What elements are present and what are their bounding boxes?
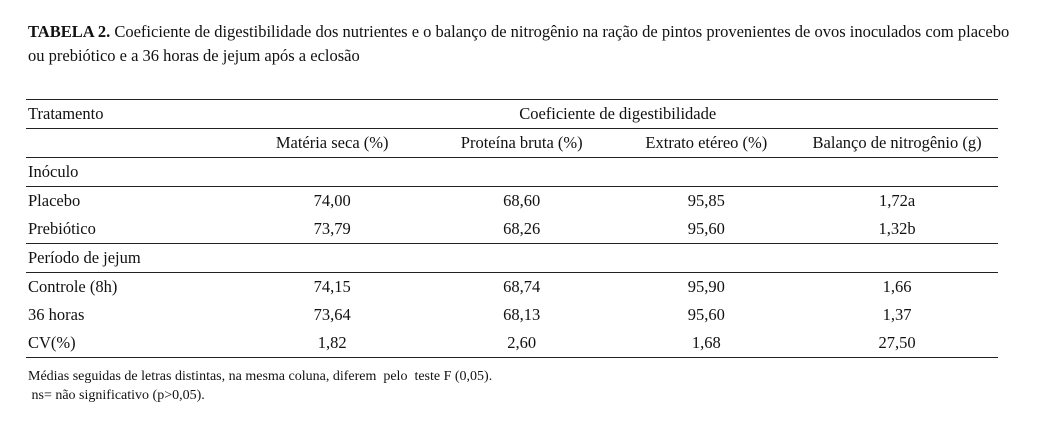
cell-value: 1,66 — [882, 277, 912, 296]
cell-value: 95,90 — [687, 277, 725, 296]
table-caption — [28, 20, 1013, 68]
header-tratamento: Tratamento — [26, 100, 237, 129]
header-extrato-etereo: Extrato etéreo (%) — [617, 129, 797, 158]
digestibility-table — [26, 99, 998, 358]
row-label: CV(%) — [26, 329, 237, 358]
cell-value: 73,64 — [313, 305, 351, 324]
cell-value: 68,74 — [503, 277, 541, 296]
cell-value: 1,72a — [878, 191, 916, 210]
cell-value: 1,68 — [617, 329, 797, 358]
caption-text: Coeficiente de digestibilidade dos nutrientes e o balanço de nitrogênio na ração de pintos provenientes de ovos inoculados com placebo ou prebiótico e a 36 horas de jejum após a eclosão — [28, 22, 1010, 65]
header-group-digestibilidade: Coeficiente de digestibilidade — [237, 100, 998, 129]
cell-value: 73,79 — [237, 215, 427, 244]
cell-value: 74,15 — [313, 277, 351, 296]
cell-value: 1,82 — [237, 329, 427, 358]
table-row — [26, 187, 998, 216]
cell-value: 2,60 — [427, 329, 617, 358]
cell-value: 1,37 — [882, 305, 912, 324]
header-proteina-bruta: Proteína bruta (%) — [427, 129, 617, 158]
cell-value: 68,26 — [427, 215, 617, 244]
caption-label: TABELA 2. — [28, 22, 111, 41]
row-label: Placebo — [28, 191, 81, 210]
cell-value: 95,85 — [687, 191, 725, 210]
header-empty — [26, 129, 237, 158]
footnote-line-1: Médias seguidas de letras distintas, na mesma coluna, diferem pelo teste F (0,05). — [28, 369, 493, 384]
section-label: Período de jejum — [26, 244, 237, 273]
row-label: Prebiótico — [26, 215, 237, 244]
table-row — [26, 215, 998, 244]
cell-value: 95,60 — [687, 305, 725, 324]
header-row-2 — [26, 129, 998, 158]
table-row-cv — [26, 329, 998, 358]
row-label: 36 horas — [28, 305, 85, 324]
cell-value: 95,60 — [617, 215, 797, 244]
row-label: Controle (8h) — [28, 277, 118, 296]
section-row-inoculo — [26, 158, 998, 187]
header-balanco-nitrogenio: Balanço de nitrogênio (g) — [796, 129, 998, 158]
footnote-line-2: ns= não significativo (p>0,05). — [28, 388, 205, 403]
cell-value: 68,13 — [503, 305, 541, 324]
section-label: Inóculo — [26, 158, 237, 187]
cell-value: 68,60 — [503, 191, 541, 210]
table-footnotes — [28, 367, 492, 405]
cell-value: 1,32b — [796, 215, 998, 244]
section-row-periodo — [26, 244, 998, 273]
header-row-1 — [26, 100, 998, 129]
table-row — [26, 273, 998, 302]
table-row — [26, 301, 998, 329]
header-materia-seca: Matéria seca (%) — [237, 129, 427, 158]
cell-value: 74,00 — [313, 191, 351, 210]
cell-value: 27,50 — [796, 329, 998, 358]
